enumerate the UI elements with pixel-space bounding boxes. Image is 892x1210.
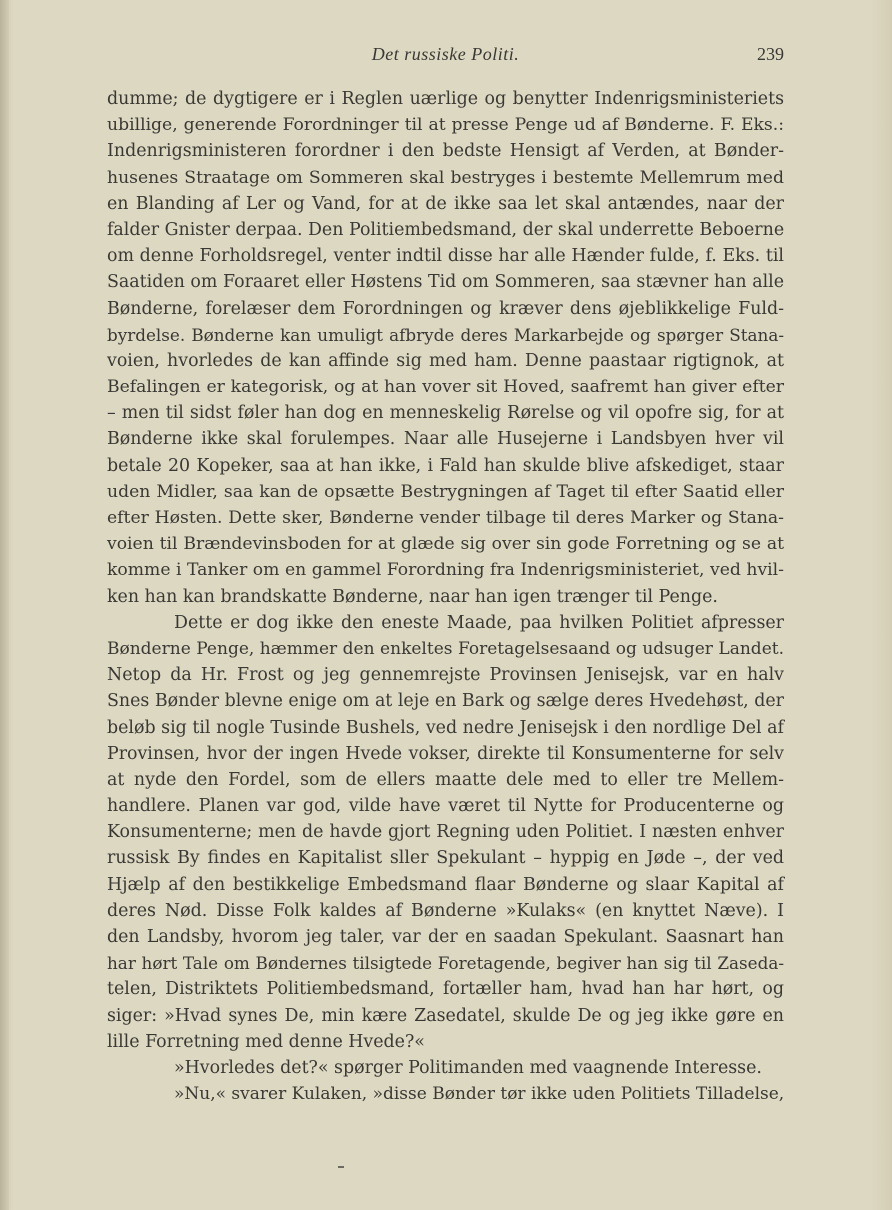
text-line: »Hvorledes det?« spørger Politimanden med vaagnende Interesse. [174,1057,762,1078]
text-line: ubillige, generende Forordninger til at presse Penge ud af Bønderne. F. Eks.: [107,115,784,136]
body-text [107,86,784,1107]
text-line: handlere. Planen var god, vilde have været til Nytte for Producenterne og [107,796,784,817]
text-line: uden Midler, saa kan de opsætte Bestrygningen af Taget til efter Saatid eller [107,481,784,502]
text-line: lille Forretning med denne Hvede?« [107,1031,425,1052]
text-line: voien til Brændevinsboden for at glæde sig over sin gode Forretning og se at [107,534,784,555]
running-head [107,44,784,68]
text-line: dumme; de dygtigere er i Reglen uærlige og benytter Indenrigsministeriets [107,89,784,109]
text-line: telen, Distriktets Politiembedsmand, fortæller ham, hvad han har hørt, og [107,979,784,1000]
text-line: siger: »Hvad synes De, min kære Zasedatel, skulde De og jeg ikke gøre en [107,1005,784,1026]
text-line: falder Gnister derpaa. Den Politiembedsmand, der skal underrette Beboerne [107,219,785,240]
text-line: deres Nød. Disse Folk kaldes af Bønderne »Kulaks« (en knyttet Næve). I [107,900,784,921]
text-line: russisk By findes en Kapitalist sller Spekulant – hyppig en Jøde –, der ved [107,848,784,869]
running-title: Det russiske Politi. [371,44,520,64]
text-line: Snes Bønder blevne enige om at leje en Bark og sælge deres Hvedehøst, der [107,691,784,712]
page-number: 239 [757,44,784,64]
text-line: betale 20 Kopeker, saa at han ikke, i Fald han skulde blive afskediget, staar [107,455,784,476]
text-line: Indenrigsministeren forordner i den bedste Hensigt af Verden, at Bønder- [107,141,784,162]
text-line: en Blanding af Ler og Vand, for at de ikke saa let skal antændes, naar der [107,193,784,214]
text-line: Dette er dog ikke den eneste Maade, paa hvilken Politiet afpresser [174,612,784,633]
text-line: beløb sig til nogle Tusinde Bushels, ved nedre Jenisejsk i den nordlige Del af [107,717,784,738]
text-line: byrdelse. Bønderne kan umuligt afbryde deres Markarbejde og spørger Stana- [107,324,784,345]
text-line: Netop da Hr. Frost og jeg gennemrejste Provinsen Jenisejsk, var en halv [107,665,784,686]
ink-speck [338,1166,344,1168]
text-line: Provinsen, hvor der ingen Hvede vokser, direkte til Konsumenterne for selv [107,743,784,764]
text-line: Befalingen er kategorisk, og at han vover sit Hoved, saafremt han giver efter [107,377,784,398]
text-line: – men til sidst føler han dog en menneskelig Rørelse og vil opofre sig, for at [107,403,784,424]
text-line: Bønderne Penge, hæmmer den enkeltes Foretagelsesaand og udsuger Landet. [107,638,784,659]
text-line: »Nu,« svarer Kulaken, »disse Bønder tør ikke uden Politiets Tilladelse, [174,1084,785,1105]
text-line: at nyde den Fordel, som de ellers maatte dele med to eller tre Mellem- [107,769,784,790]
text-line: ken han kan brandskatte Bønderne, naar han igen trænger til Penge. [107,586,718,607]
text-line: husenes Straatage om Sommeren skal bestryges i bestemte Mellemrum med [107,167,784,188]
page-binding-edge [0,0,9,1210]
text-line: Hjælp af den bestikkelige Embedsmand flaar Bønderne og slaar Kapital af [107,874,784,895]
text-line: Bønderne, forelæser dem Forordningen og kræver dens øjeblikkelige Fuld- [107,298,784,319]
text-line: om denne Forholdsregel, venter indtil disse har alle Hænder fulde, f. Eks. til [107,246,784,267]
text-line: har hørt Tale om Bøndernes tilsigtede Foretagende, begiver han sig til Zaseda- [107,953,784,974]
text-line: Saatiden om Foraaret eller Høstens Tid om Sommeren, saa stævner han alle [107,272,784,293]
text-line: Konsumenterne; men de havde gjort Regning uden Politiet. I næsten enhver [107,822,784,843]
text-line: Bønderne ikke skal forulempes. Naar alle Husejerne i Landsbyen hver vil [107,429,784,450]
text-line: efter Høsten. Dette sker, Bønderne vender tilbage til deres Marker og Stana- [107,508,784,528]
text-line: voien, hvorledes de kan affinde sig med ham. Denne paastaar rigtignok, at [107,350,784,371]
text-line: den Landsby, hvorom jeg taler, var der en saadan Spekulant. Saasnart han [107,927,784,947]
text-line: komme i Tanker om en gammel Forordning fra Indenrigsministeriet, ved hvil- [107,560,784,581]
